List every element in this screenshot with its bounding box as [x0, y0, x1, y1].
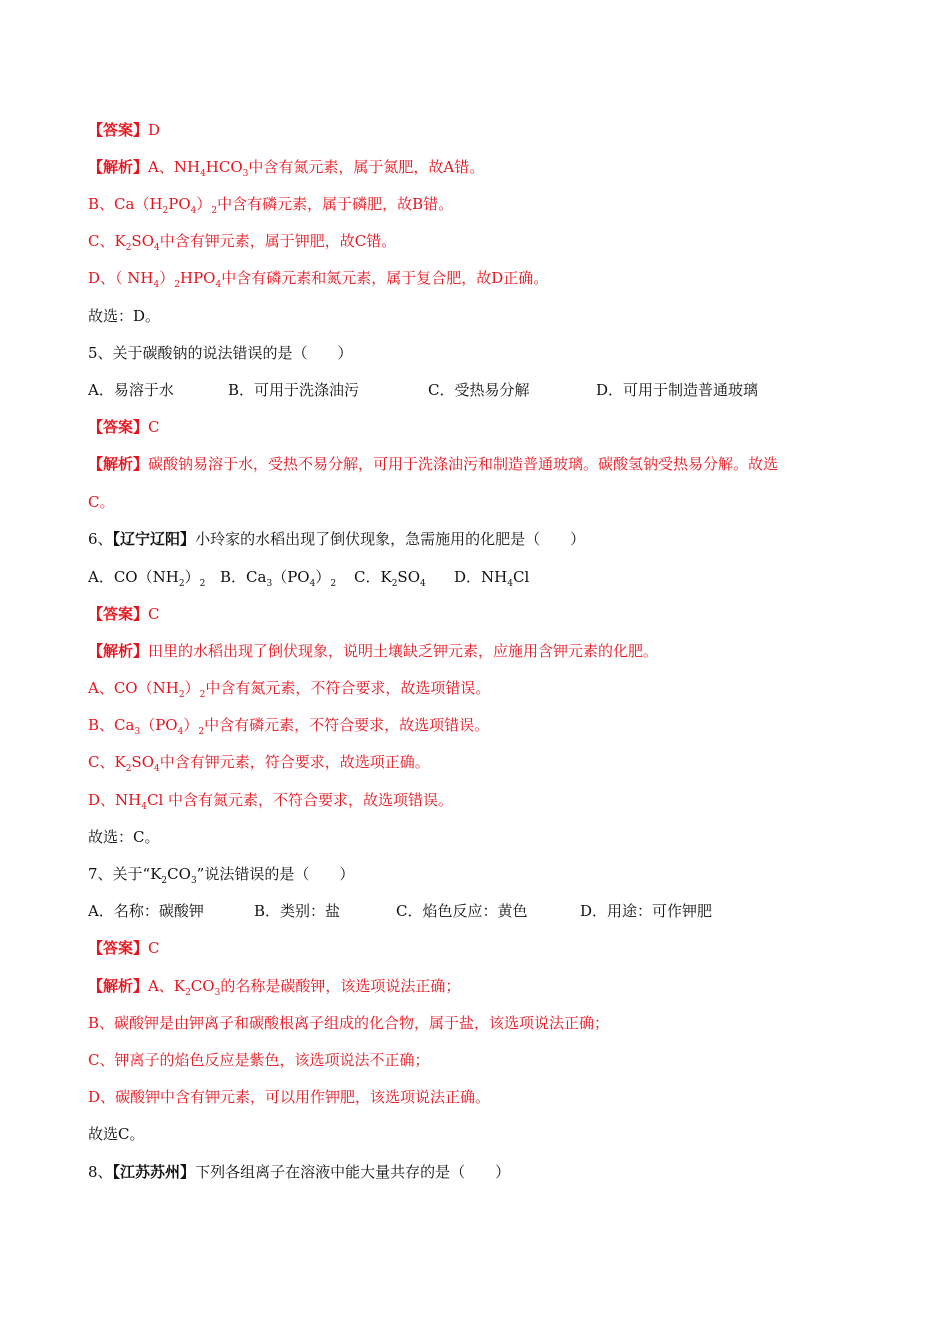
- q6-options: [88, 566, 529, 591]
- q7-conclusion: 故选C。: [88, 1125, 145, 1143]
- q5-question: 5、关于碳酸钠的说法错误的是（ ）: [88, 344, 353, 362]
- q7-analysis-d: D、碳酸钾中含有钾元素，可以用作钾肥，该选项说法正确。: [88, 1088, 491, 1106]
- analysis-tag: 【解析】: [88, 455, 149, 473]
- q7-analysis-b: B、碳酸钾是由钾离子和碳酸根离子组成的化合物，属于盐，该选项说法正确；: [88, 1014, 610, 1032]
- subscript: 4: [154, 764, 160, 774]
- subscript: 2: [198, 727, 205, 737]
- text: SO: [131, 753, 154, 771]
- q4-conclusion: 故选：D。: [88, 307, 161, 325]
- analysis-tag: 【解析】: [88, 642, 149, 660]
- subscript: 4: [309, 579, 316, 589]
- option-b: B．可用于洗涤油污: [228, 381, 360, 399]
- q5-analysis-cont: C。: [88, 493, 115, 511]
- text: Cl 中含有氮元素，不符合要求，故选项错误。: [146, 791, 454, 809]
- text: 7、关于“K: [88, 865, 162, 883]
- subscript: 4: [177, 727, 184, 737]
- answer-value: C: [148, 418, 160, 436]
- q7-analysis-c: C、钾离子的焰色反应是紫色，该选项说法不正确；: [88, 1051, 430, 1069]
- option-a: A．易溶于水: [88, 381, 174, 399]
- text: 中含有磷元素，属于磷肥，故B错。: [217, 195, 454, 213]
- subscript: 2: [174, 280, 180, 290]
- option-b: [220, 566, 354, 591]
- option-c: C．焰色反应：黄色: [396, 902, 528, 920]
- text: A．CO（NH: [88, 568, 179, 586]
- text: Cl: [512, 568, 530, 586]
- q4-analysis-a: [88, 156, 484, 181]
- q6-answer: [88, 603, 160, 625]
- subscript: 2: [162, 206, 169, 216]
- text: ）: [196, 195, 212, 213]
- q4-analysis-b: [88, 193, 453, 218]
- text: 中含有氮元素，不符合要求，故选项错误。: [205, 679, 491, 697]
- analysis-tag: 【解析】: [88, 977, 149, 995]
- subscript: 3: [190, 876, 197, 886]
- text: A、CO（NH: [88, 679, 179, 697]
- text: SO: [131, 232, 154, 250]
- text: C、K: [88, 753, 126, 771]
- answer-value: D: [148, 121, 161, 139]
- text: ）: [183, 716, 199, 734]
- analysis-text: 碳酸钠易溶于水，受热不易分解，可用于洗涤油污和制造普通玻璃。碳酸氢钠受热易分解。故选: [148, 455, 779, 473]
- question-number: 8、: [88, 1163, 113, 1181]
- subscript: 4: [153, 280, 160, 290]
- text: D、NH: [88, 791, 142, 809]
- subscript: 3: [134, 727, 141, 737]
- text: 的名称是碳酸钾，该选项说法正确；: [220, 977, 461, 995]
- subscript: 3: [266, 579, 273, 589]
- text: 中含有磷元素和氮元素，属于复合肥，故D正确。: [221, 269, 549, 287]
- text: D、（ NH: [88, 269, 154, 287]
- q4-analysis-d: [88, 267, 548, 292]
- subscript: 4: [154, 243, 160, 253]
- answer-value: C: [148, 605, 160, 623]
- q5-analysis: [88, 453, 778, 475]
- question-source: 【辽宁辽阳】: [112, 530, 196, 548]
- subscript: 2: [330, 579, 337, 589]
- analysis-tag: 【解析】: [88, 158, 149, 176]
- subscript: 2: [178, 690, 185, 700]
- option-a: A．名称：碳酸钾: [88, 902, 204, 920]
- q8-question: [88, 1161, 510, 1183]
- q5-answer: [88, 416, 160, 438]
- subscript: 2: [125, 764, 132, 774]
- subscript: 2: [199, 690, 206, 700]
- answer-tag: 【答案】: [88, 605, 149, 623]
- subscript: 3: [214, 988, 221, 998]
- question-text: 下列各组离子在溶液中能大量共存的是（ ）: [195, 1163, 511, 1181]
- q7-answer: [88, 937, 160, 959]
- question-source: 【江苏苏州】: [112, 1163, 196, 1181]
- text: HPO: [180, 269, 216, 287]
- q6-analysis-d: [88, 789, 453, 814]
- text: ）: [315, 568, 331, 586]
- text: ”说法错误的是（ ）: [196, 865, 355, 883]
- text: B．Ca: [220, 568, 267, 586]
- q5-options: [88, 379, 758, 401]
- text: ）: [184, 568, 200, 586]
- text: （PO: [140, 716, 178, 734]
- q4-analysis-c: [88, 230, 396, 255]
- answer-tag: 【答案】: [88, 418, 149, 436]
- q6-analysis-c: [88, 751, 430, 776]
- q6-analysis-a: [88, 677, 490, 702]
- text: C、K: [88, 232, 126, 250]
- subscript: 3: [242, 169, 249, 179]
- subscript: 2: [391, 579, 398, 589]
- text: CO: [167, 865, 191, 883]
- subscript: 4: [507, 579, 513, 589]
- text: 中含有氮元素，属于氮肥，故A错。: [248, 158, 485, 176]
- subscript: 4: [200, 169, 206, 179]
- subscript: 4: [141, 802, 147, 812]
- text: B、Ca: [88, 716, 135, 734]
- subscript: 4: [190, 206, 197, 216]
- q7-analysis-a: [88, 975, 460, 1000]
- text: CO: [190, 977, 215, 995]
- answer-value: C: [148, 939, 160, 957]
- text: 中含有磷元素，不符合要求，故选项错误。: [204, 716, 490, 734]
- q6-analysis-b: [88, 714, 489, 739]
- analysis-text: 田里的水稻出现了倒伏现象，说明土壤缺乏钾元素，应施用含钾元素的化肥。: [148, 642, 659, 660]
- text: A、NH: [148, 158, 201, 176]
- subscript: 2: [211, 206, 218, 216]
- answer-tag: 【答案】: [88, 939, 149, 957]
- q6-conclusion: 故选：C。: [88, 828, 160, 846]
- option-d: D．用途：可作钾肥: [580, 902, 713, 920]
- question-text: 小玲家的水稻出现了倒伏现象，急需施用的化肥是（ ）: [195, 530, 586, 548]
- subscript: 2: [178, 579, 185, 589]
- q4-answer: [88, 119, 160, 141]
- text: ）: [184, 679, 200, 697]
- subscript: 4: [215, 280, 222, 290]
- option-d: [454, 566, 529, 591]
- option-a: [88, 566, 220, 591]
- answer-tag: 【答案】: [88, 121, 149, 139]
- q6-analysis: [88, 640, 658, 662]
- q7-question: [88, 863, 354, 888]
- text: 中含有钾元素，符合要求，故选项正确。: [159, 753, 430, 771]
- text: D．NH: [454, 568, 508, 586]
- text: 中含有钾元素，属于钾肥，故C错。: [159, 232, 397, 250]
- option-d: D．可用于制造普通玻璃: [596, 381, 759, 399]
- text: B、Ca（H: [88, 195, 163, 213]
- subscript: 2: [161, 876, 168, 886]
- text: HCO: [205, 158, 243, 176]
- q6-question: [88, 528, 585, 550]
- option-b: B．类别：盐: [254, 902, 341, 920]
- option-c: C．受热易分解: [428, 381, 530, 399]
- text: C．K: [354, 568, 392, 586]
- question-number: 6、: [88, 530, 113, 548]
- q7-options: [88, 900, 712, 922]
- text: SO: [397, 568, 420, 586]
- text: ）: [159, 269, 175, 287]
- text: PO: [168, 195, 191, 213]
- subscript: 2: [125, 243, 132, 253]
- option-c: [354, 566, 454, 591]
- subscript: 2: [199, 579, 206, 589]
- text: （PO: [272, 568, 310, 586]
- text: A、K: [148, 977, 186, 995]
- subscript: 2: [185, 988, 191, 998]
- subscript: 4: [420, 579, 426, 589]
